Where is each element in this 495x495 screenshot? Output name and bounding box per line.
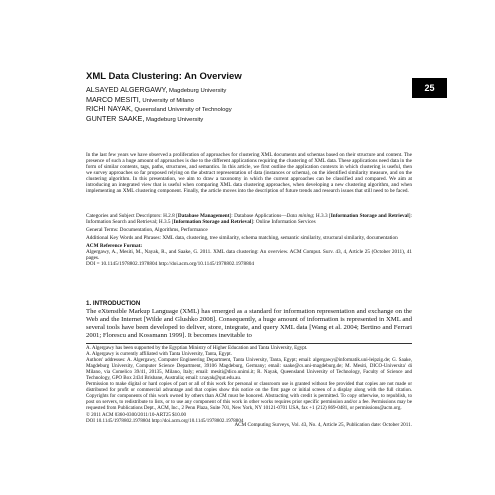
footnote-divider	[86, 343, 412, 344]
reference-format-text: Algergawy, A., Mesiti, M., Nayak, R., and Saake, G. 2011. XML data clustering: An overview. ACM Comput. Surv. 43, 4, Article 25 (October 2011), 41 pages.	[86, 249, 412, 262]
category-term: Data mining	[286, 213, 314, 219]
running-footer: ACM Computing Surveys, Vol. 43, No. 4, Article 25, Publication date: October 2011.	[234, 422, 412, 428]
paper-title: XML Data Clustering: An Overview	[86, 71, 242, 82]
categories-text: ]: Information Search and Retrieval; H.3.5 [	[86, 213, 412, 226]
author-affiliation: University of Milano	[142, 97, 194, 104]
reference-doi: DOI = 10.1145/1978802.1978804 http://doi.acm.org/10.1145/1978802.1978804	[86, 261, 254, 268]
footnote: A. Algergawy is currently affiliated with Tanta University, Tanta, Egypt.	[86, 351, 232, 358]
category-term: Information Storage and Retrieval	[173, 219, 252, 226]
reference-format-heading: ACM Reference Format:	[86, 243, 143, 250]
categories-text: ; H.3.3 [	[313, 213, 331, 219]
footnotes	[86, 345, 412, 424]
keywords: Additional Key Words and Phrases: XML data, clustering, tree similarity, schema matching, semantic similarity, structural similarity, documentation	[86, 235, 398, 242]
author-affiliation: Queensland University of Technology	[134, 107, 232, 114]
author-name: RICHI NAYAK,	[86, 104, 133, 114]
footnote: DOI 10.1145/1978802.1978804 http://doi.acm.org/10.1145/1978802.1978804	[86, 417, 244, 424]
category-term: Database Management	[177, 213, 230, 219]
categories-descriptors	[86, 213, 412, 225]
footnote: © 2011 ACM 0360-0300/2011/10-ART25 $10.00	[86, 411, 187, 418]
categories-text: Categories and Subject Descriptors: H.2.8 [	[86, 213, 178, 219]
author-affiliation: Magdeburg University	[169, 88, 227, 94]
author-name: MARCO MESITI,	[86, 94, 141, 104]
author-name: GUNTER SAAKE,	[86, 113, 145, 123]
abstract	[86, 152, 412, 194]
article-number-tab: 25	[412, 78, 447, 98]
general-terms: General Terms: Documentation, Algorithms, Performance	[86, 227, 208, 234]
footnote: Permission to make digital or hard copies of part or all of this work for personal or classroom use is granted without fee provided that copies are not made or distributed for profit or commercial advantage and that copies show this notice on the first page or initial screen of a display along with the full citation. Copyrights for components of this work owned by others than ACM must be honored. Abstracting with credit is permitted. To copy otherwise, to republish, to post on servers, to redistribute to lists, or to use any component of this work in other works requires prior specific permission and/or a fee. Permissions may be requested from Publications Dept., ACM, Inc., 2 Penn Plaza, Suite 701, New York, NY 10121-0701 USA, fax +1 (212) 869-0481, or permissions@acm.org.	[86, 381, 412, 412]
category-term: Information Storage and Retrieval	[330, 213, 409, 219]
author-entry	[86, 115, 386, 125]
footnote: A. Algergawy has been supported by the Egyptian Ministry of Higher Education and Tanta University, Egypt.	[86, 345, 308, 351]
categories-text: ]: Online Information Services	[251, 219, 316, 226]
section-heading: 1. INTRODUCTION	[86, 300, 141, 307]
abstract-text: In the last few years we have observed a proliferation of approaches for clustering XML documents and schemas based on their structure and content. The presence of such a huge amount of approaches is due to the different applications requiring the clustering of XML data. These applications need data in the form of similar contents, tags, paths, structures, and semantics. In this article, we first outline the application contexts in which clustering is useful, then we survey approaches so far proposed relying on the abstract representation of data (instances or schema), on the identified similarity measure, and on the clustering algorithm. In this presentation, we aim to draw a taxonomy in which the current approaches can be classified and compared. We aim at introducing an integrated view that is useful when comparing XML data clustering approaches, when developing a new clustering algorithm, and when implementing an XML clustering component. Finally, the article moves into the description of future trends and research issues that still need to be faced.	[86, 152, 412, 195]
categories-text: ]: Database Applications—	[229, 213, 287, 219]
introduction-text: The eXtensible Markup Language (XML) has emerged as a standard for information representation and exchange on the Web and the Internet [Wilde and Glushko 2008]. Consequently, a huge amount of information is represented in XML and several tools have been developed to deliver, store, integrate, and query XML data [Wang et al. 2004; Bertino and Ferrari 2001; Florescu and Kossmann 1999]. It becomes inevitable to	[86, 308, 412, 340]
author-list	[86, 86, 386, 124]
author-affiliation: Magdeburg University	[145, 116, 204, 123]
footnote: Authors' addresses: A. Algergawy, Computer Engineering Department, Tanta University, Tanta, Egypt; email: algergawy@informatik.uni-leipzig.de; G. Saake, Magdeburg University, Computer Science Department, 39106 Magdeburg, Germany; email: saake@cs.uni-magdeburg.de; M. Mesiti, DICO-Universita' di Milano, via Comelico 39/41, 20135, Milano, Italy; email: mesiti@dico.unimi.it; R. Nayak, Queensland University of Technology, Faculty of Science and Technology, GPO Box 2434 Brisbane, Australia; email: r.nayak@qut.edu.au.	[86, 357, 412, 382]
metadata-block	[86, 213, 412, 269]
author-name: ALSAYED ALGERGAWY,	[86, 85, 168, 94]
